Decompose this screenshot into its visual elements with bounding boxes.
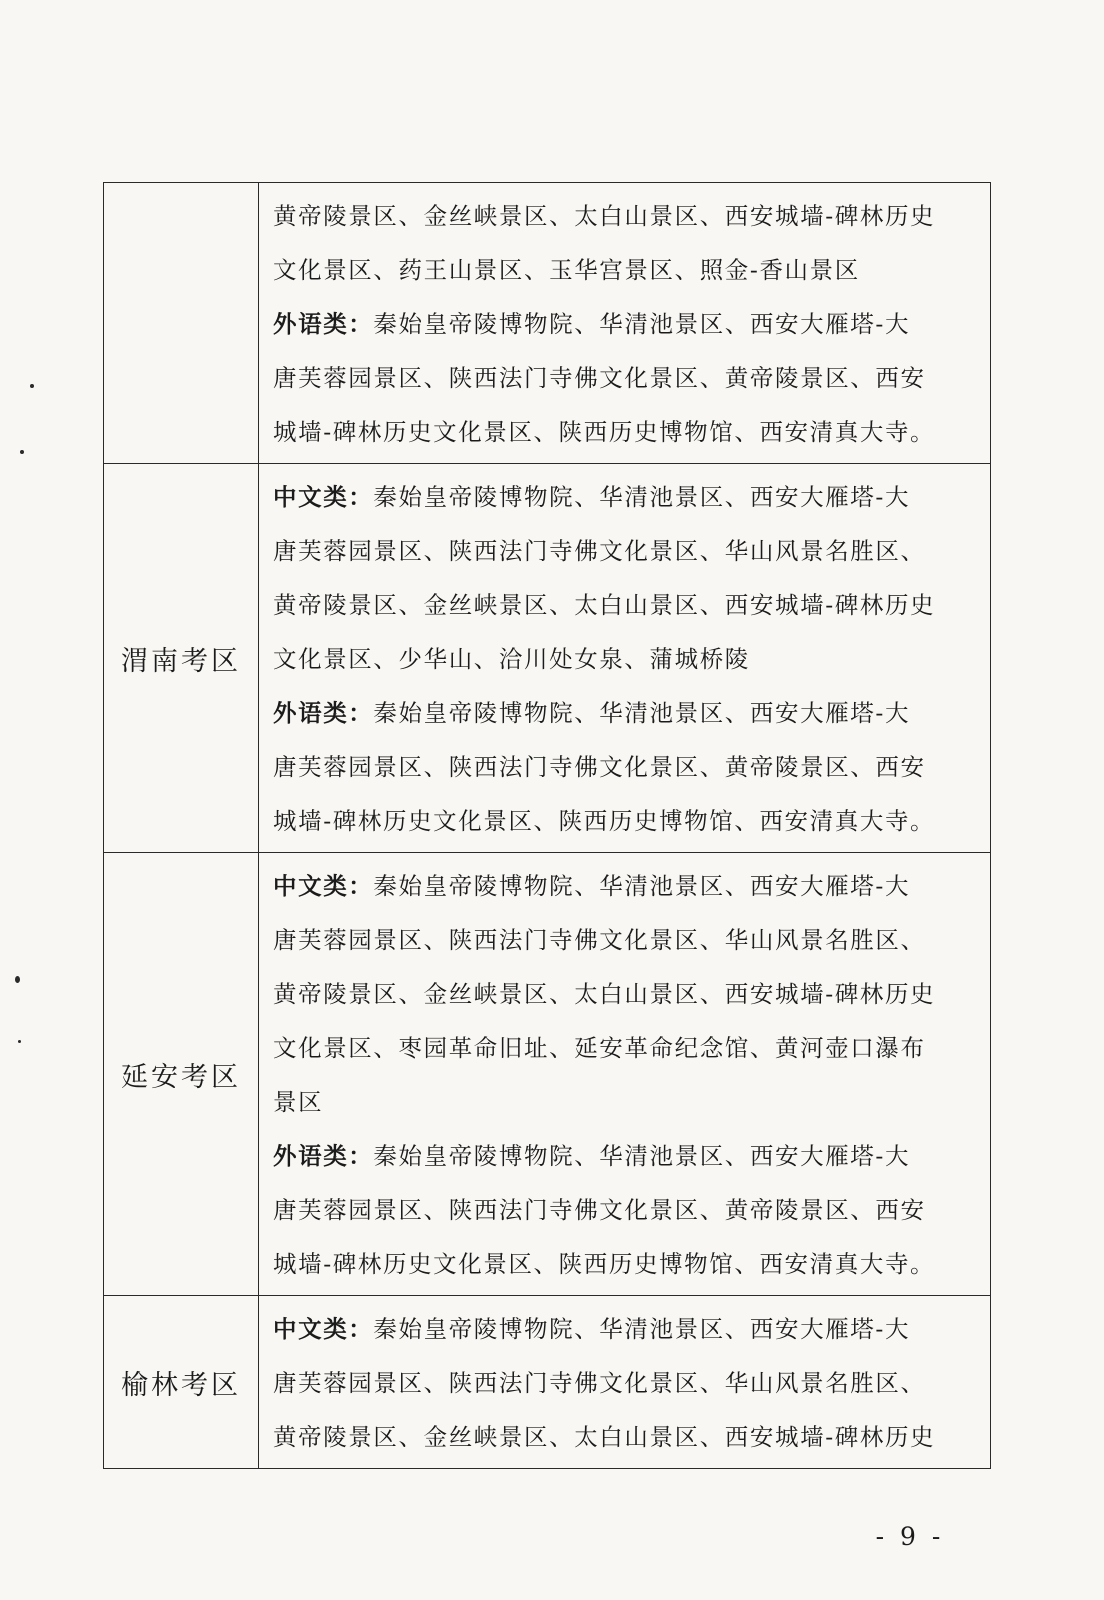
content-line	[273, 967, 980, 1021]
content-line	[273, 1302, 980, 1356]
content-text: 唐芙蓉园景区、陕西法门寺佛文化景区、黄帝陵景区、西安	[273, 753, 926, 781]
content-line	[273, 578, 980, 632]
margin-mark	[30, 384, 34, 388]
content-line	[273, 1183, 980, 1237]
content-text: 城墙-碑林历史文化景区、陕西历史博物馆、西安清真大寺。	[273, 1250, 936, 1278]
table-row	[104, 183, 991, 464]
content-text: 秦始皇帝陵博物院、华清池景区、西安大雁塔-大	[373, 699, 911, 727]
content-text: 唐芙蓉园景区、陕西法门寺佛文化景区、黄帝陵景区、西安	[273, 1196, 926, 1224]
content-text: 秦始皇帝陵博物院、华清池景区、西安大雁塔-大	[373, 1315, 911, 1343]
content-text: 黄帝陵景区、金丝峡景区、太白山景区、西安城墙-碑林历史	[273, 1423, 936, 1451]
content-text: 文化景区、枣园革命旧址、延安革命纪念馆、黄河壶口瀑布	[273, 1034, 926, 1062]
category-label: 外语类：	[273, 1142, 374, 1170]
region-cell: 榆林考区	[104, 1296, 259, 1469]
content-text: 唐芙蓉园景区、陕西法门寺佛文化景区、华山风景名胜区、	[273, 537, 926, 565]
content-cell	[259, 853, 991, 1296]
content-line	[273, 1075, 980, 1129]
content-line	[273, 524, 980, 578]
content-text: 唐芙蓉园景区、陕西法门寺佛文化景区、黄帝陵景区、西安	[273, 364, 926, 392]
content-text: 城墙-碑林历史文化景区、陕西历史博物馆、西安清真大寺。	[273, 418, 936, 446]
content-line	[273, 1356, 980, 1410]
content-text: 黄帝陵景区、金丝峡景区、太白山景区、西安城墙-碑林历史	[273, 980, 936, 1008]
margin-mark	[20, 450, 24, 454]
content-line	[273, 297, 980, 351]
content-text: 城墙-碑林历史文化景区、陕西历史博物馆、西安清真大寺。	[273, 807, 936, 835]
scenic-area-table	[103, 182, 991, 1469]
table-row	[104, 1296, 991, 1469]
content-cell	[259, 1296, 991, 1469]
content-line	[273, 243, 980, 297]
region-cell: 延安考区	[104, 853, 259, 1296]
content-cell	[259, 183, 991, 464]
content-text: 黄帝陵景区、金丝峡景区、太白山景区、西安城墙-碑林历史	[273, 591, 936, 619]
content-line	[273, 1021, 980, 1075]
content-text: 文化景区、药王山景区、玉华宫景区、照金-香山景区	[273, 256, 860, 284]
content-line	[273, 740, 980, 794]
content-text: 秦始皇帝陵博物院、华清池景区、西安大雁塔-大	[373, 310, 911, 338]
content-line	[273, 859, 980, 913]
content-text: 景区	[273, 1088, 324, 1116]
content-text: 唐芙蓉园景区、陕西法门寺佛文化景区、华山风景名胜区、	[273, 1369, 926, 1397]
content-text: 文化景区、少华山、洽川处女泉、蒲城桥陵	[273, 645, 750, 673]
content-cell	[259, 464, 991, 853]
region-cell: 渭南考区	[104, 464, 259, 853]
content-text: 秦始皇帝陵博物院、华清池景区、西安大雁塔-大	[373, 483, 911, 511]
content-line	[273, 351, 980, 405]
content-line	[273, 189, 980, 243]
table-row	[104, 853, 991, 1296]
region-cell	[104, 183, 259, 464]
content-text: 秦始皇帝陵博物院、华清池景区、西安大雁塔-大	[373, 872, 911, 900]
margin-mark	[18, 1040, 21, 1043]
table-row	[104, 464, 991, 853]
content-line	[273, 1129, 980, 1183]
margin-mark	[15, 976, 20, 983]
category-label: 中文类：	[273, 1315, 374, 1343]
category-label: 外语类：	[273, 310, 374, 338]
content-text: 秦始皇帝陵博物院、华清池景区、西安大雁塔-大	[373, 1142, 911, 1170]
content-line	[273, 1410, 980, 1464]
content-text: 唐芙蓉园景区、陕西法门寺佛文化景区、华山风景名胜区、	[273, 926, 926, 954]
content-line	[273, 405, 980, 459]
content-text: 黄帝陵景区、金丝峡景区、太白山景区、西安城墙-碑林历史	[273, 202, 936, 230]
content-line	[273, 1237, 980, 1291]
category-label: 中文类：	[273, 872, 374, 900]
content-line	[273, 913, 980, 967]
content-line	[273, 470, 980, 524]
table-body	[104, 183, 991, 1469]
page-number: - 9 -	[875, 1522, 945, 1551]
category-label: 中文类：	[273, 483, 374, 511]
category-label: 外语类：	[273, 699, 374, 727]
content-line	[273, 632, 980, 686]
content-line	[273, 686, 980, 740]
content-line	[273, 794, 980, 848]
